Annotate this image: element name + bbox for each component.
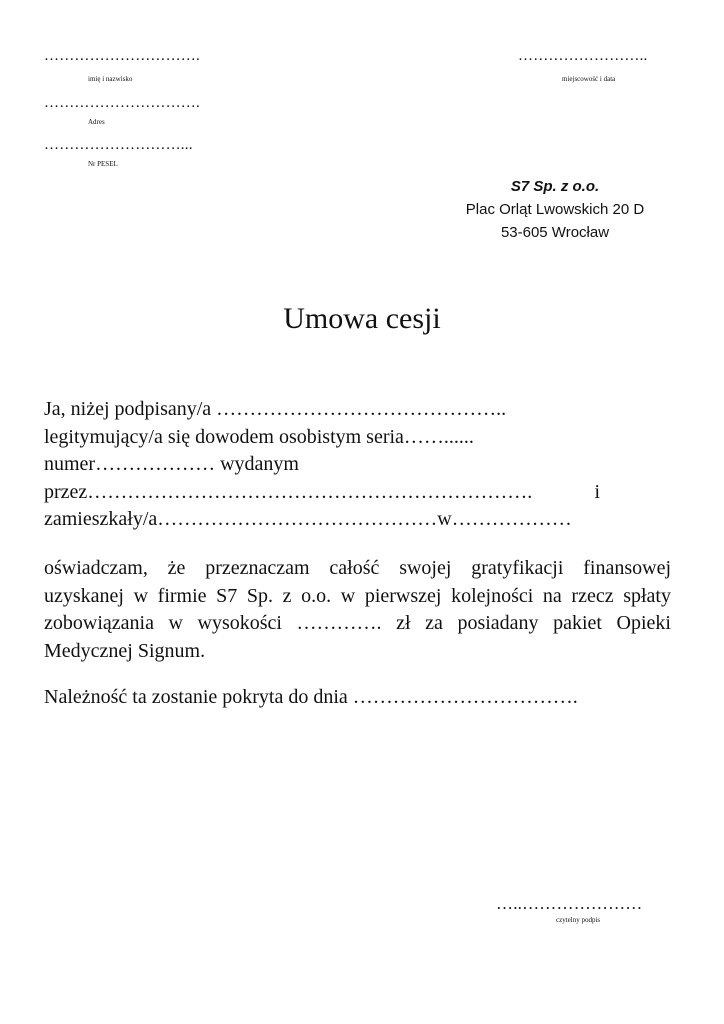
gratification-paragraph xyxy=(44,555,671,665)
name-field-line: …………………………. xyxy=(44,48,200,64)
due-date-paragraph xyxy=(44,684,674,712)
place-date-field-caption: miejscowość i data xyxy=(562,75,616,83)
signature-caption: czytelny podpis xyxy=(556,916,601,924)
declaration-issuer-conjunction: i xyxy=(594,480,600,503)
recipient-address-block xyxy=(440,175,670,244)
declaration-line-id-series: legitymujący/a się dowodem osobistym seria……...... xyxy=(44,425,474,448)
declaration-line-residence: zamieszkały/a……………………………………w……………… xyxy=(44,508,572,530)
pesel-field-line: ………………………... xyxy=(44,137,193,153)
gratification-line-1: oświadczam, że przeznaczam całość swojej gratyfikacji finansowej xyxy=(44,557,671,579)
recipient-city: 53-605 Wrocław xyxy=(500,224,610,241)
declaration-paragraph xyxy=(44,396,674,534)
due-date-line: Należność ta zostanie pokryta do dnia ……………………………. xyxy=(44,686,578,708)
document-title: Umowa cesji xyxy=(283,302,441,335)
place-date-field-line: …………………….. xyxy=(518,48,648,64)
recipient-company: S7 Sp. z o.o. xyxy=(510,178,600,195)
declaration-issuer-text: przez…………………………………………………………. xyxy=(44,480,533,503)
declaration-line-issuer xyxy=(44,479,600,507)
pesel-field-caption: Nr PESEL xyxy=(88,160,118,168)
gratification-line-2: uzyskanej w firmie S7 Sp. z o.o. w pierwszej kolejności na rzecz spłaty xyxy=(44,584,671,607)
recipient-street: Plac Orląt Lwowskich 20 D xyxy=(465,201,645,218)
address-field-line: …………………………. xyxy=(44,95,200,111)
name-field-caption: imię i nazwisko xyxy=(88,75,133,83)
address-field-caption: Adres xyxy=(88,118,105,126)
gratification-line-3: zobowiązania w wysokości …………. zł za posiadany pakiet Opieki xyxy=(44,612,671,634)
signature-line: …..………………… xyxy=(496,894,643,913)
declaration-line-name: Ja, niżej podpisany/a …………………………………….. xyxy=(44,398,507,420)
gratification-line-4: Medycznej Signum. xyxy=(44,639,206,662)
declaration-line-number: numer……………… wydanym xyxy=(44,453,299,475)
